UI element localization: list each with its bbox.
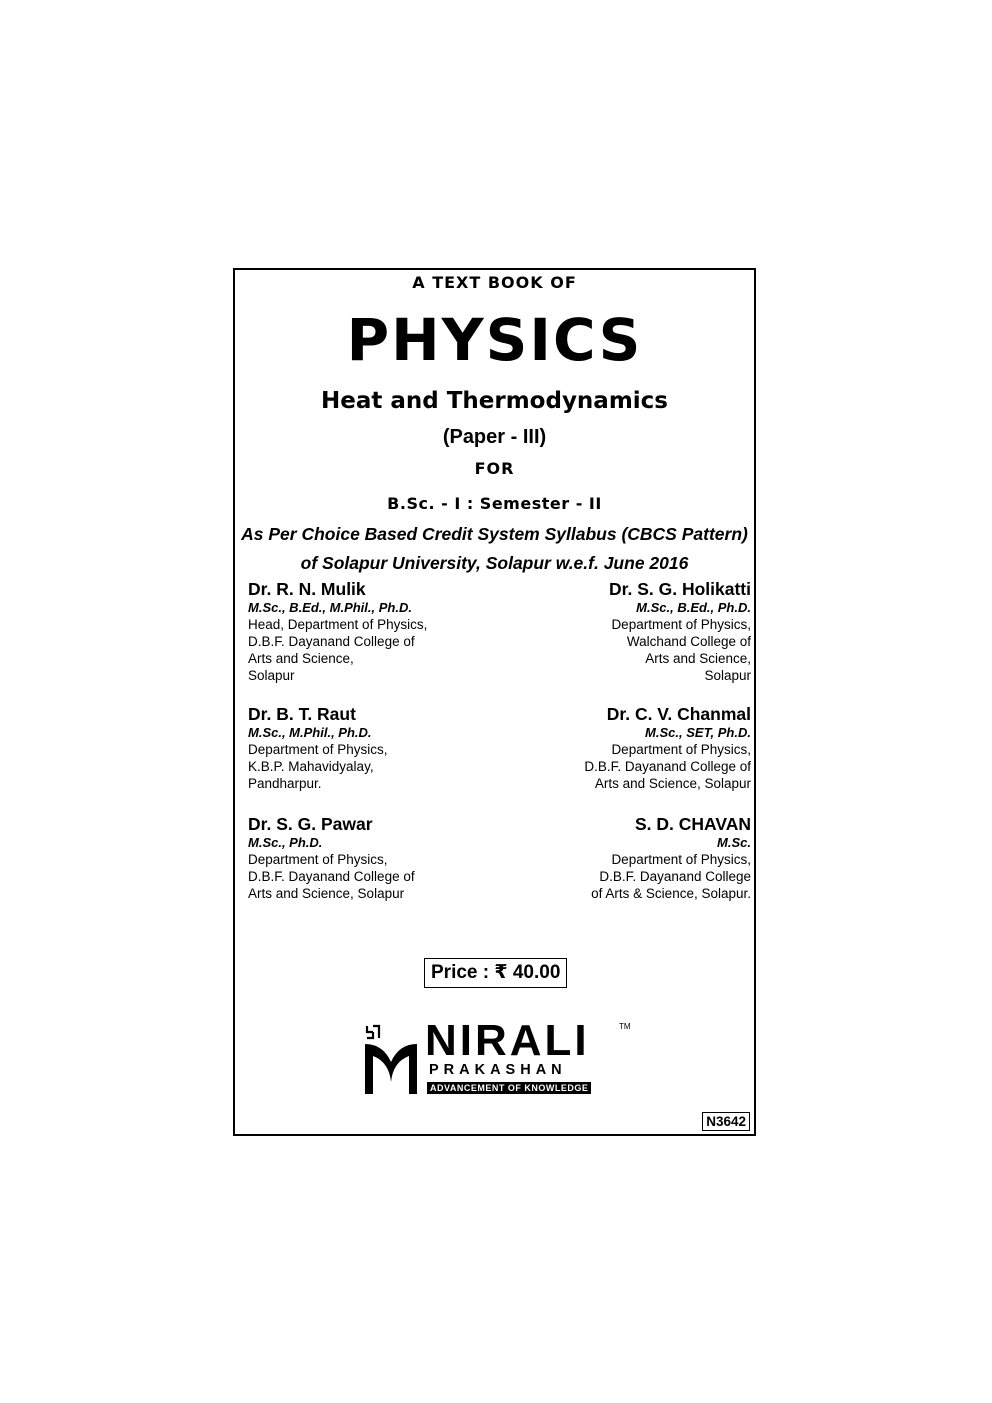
book-kicker: A TEXT BOOK OF bbox=[412, 273, 577, 292]
author-block bbox=[248, 579, 478, 684]
book-subtitle: Heat and Thermodynamics bbox=[320, 388, 669, 414]
author-qualification: M.Sc., M.Phil., Ph.D. bbox=[248, 725, 372, 740]
author-affiliation-line: D.B.F. Dayanand College of bbox=[248, 634, 415, 649]
author-affiliation-line: Department of Physics, bbox=[248, 852, 388, 867]
syllabus-line-2: of Solapur University, Solapur w.e.f. June 2016 bbox=[300, 553, 689, 573]
author-affiliation-line: Pandharpur. bbox=[248, 776, 322, 791]
author-name: Dr. S. G. Pawar bbox=[248, 814, 373, 834]
author-qualification: M.Sc. bbox=[717, 835, 751, 850]
author-name: Dr. B. T. Raut bbox=[248, 704, 356, 724]
book-title: PHYSICS bbox=[346, 306, 643, 374]
author-affiliation-line: D.B.F. Dayanand College of bbox=[584, 759, 751, 774]
author-affiliation-line: Arts and Science, bbox=[248, 651, 354, 666]
author-affiliation-line: Solapur bbox=[704, 668, 751, 683]
author-block bbox=[248, 704, 478, 792]
publisher-logo-mark-icon bbox=[361, 1022, 421, 1098]
author-qualification: M.Sc., SET, Ph.D. bbox=[645, 725, 751, 740]
author-affiliation-line: D.B.F. Dayanand College bbox=[599, 869, 751, 884]
author-affiliation-line: Department of Physics, bbox=[611, 742, 751, 757]
author-block bbox=[521, 814, 751, 902]
author-qualification: M.Sc., B.Ed., M.Phil., Ph.D. bbox=[248, 600, 412, 615]
author-block bbox=[521, 579, 751, 684]
book-code: N3642 bbox=[702, 1112, 750, 1131]
for-label: FOR bbox=[474, 459, 515, 478]
publisher-name: NIRALI bbox=[425, 1016, 590, 1065]
cover-frame bbox=[233, 268, 756, 1136]
author-affiliation-line: of Arts & Science, Solapur. bbox=[591, 886, 751, 901]
author-affiliation-line: D.B.F. Dayanand College of bbox=[248, 869, 415, 884]
author-affiliation-line: K.B.P. Mahavidyalay, bbox=[248, 759, 374, 774]
author-affiliation-line: Walchand College of bbox=[626, 634, 751, 649]
author-block bbox=[521, 704, 751, 792]
author-name: Dr. R. N. Mulik bbox=[248, 579, 366, 599]
publisher-logo bbox=[361, 1016, 631, 1100]
author-affiliation-line: Head, Department of Physics, bbox=[248, 617, 428, 632]
price-tag: Price : ₹ 40.00 bbox=[424, 958, 567, 988]
author-affiliation-line: Department of Physics, bbox=[611, 617, 751, 632]
author-name: Dr. S. G. Holikatti bbox=[609, 579, 751, 599]
publisher-tagline: ADVANCEMENT OF KNOWLEDGE bbox=[427, 1082, 591, 1094]
trademark-mark: TM bbox=[619, 1022, 631, 1031]
author-affiliation-line: Department of Physics, bbox=[611, 852, 751, 867]
author-qualification: M.Sc., B.Ed., Ph.D. bbox=[636, 600, 751, 615]
author-qualification: M.Sc., Ph.D. bbox=[248, 835, 323, 850]
author-block bbox=[248, 814, 478, 902]
course-label: B.Sc. - I : Semester - II bbox=[387, 494, 602, 513]
author-name: S. D. CHAVAN bbox=[634, 814, 751, 834]
syllabus-line-1: As Per Choice Based Credit System Syllabus (CBCS Pattern) bbox=[241, 524, 748, 544]
author-name: Dr. C. V. Chanmal bbox=[606, 704, 751, 724]
author-affiliation-line: Arts and Science, bbox=[645, 651, 751, 666]
paper-label: (Paper - III) bbox=[442, 426, 547, 448]
author-affiliation-line: Arts and Science, Solapur bbox=[248, 886, 405, 901]
author-affiliation-line: Arts and Science, Solapur bbox=[594, 776, 751, 791]
author-affiliation-line: Solapur bbox=[248, 668, 295, 683]
author-affiliation-line: Department of Physics, bbox=[248, 742, 388, 757]
publisher-subname: PRAKASHAN bbox=[429, 1062, 567, 1078]
